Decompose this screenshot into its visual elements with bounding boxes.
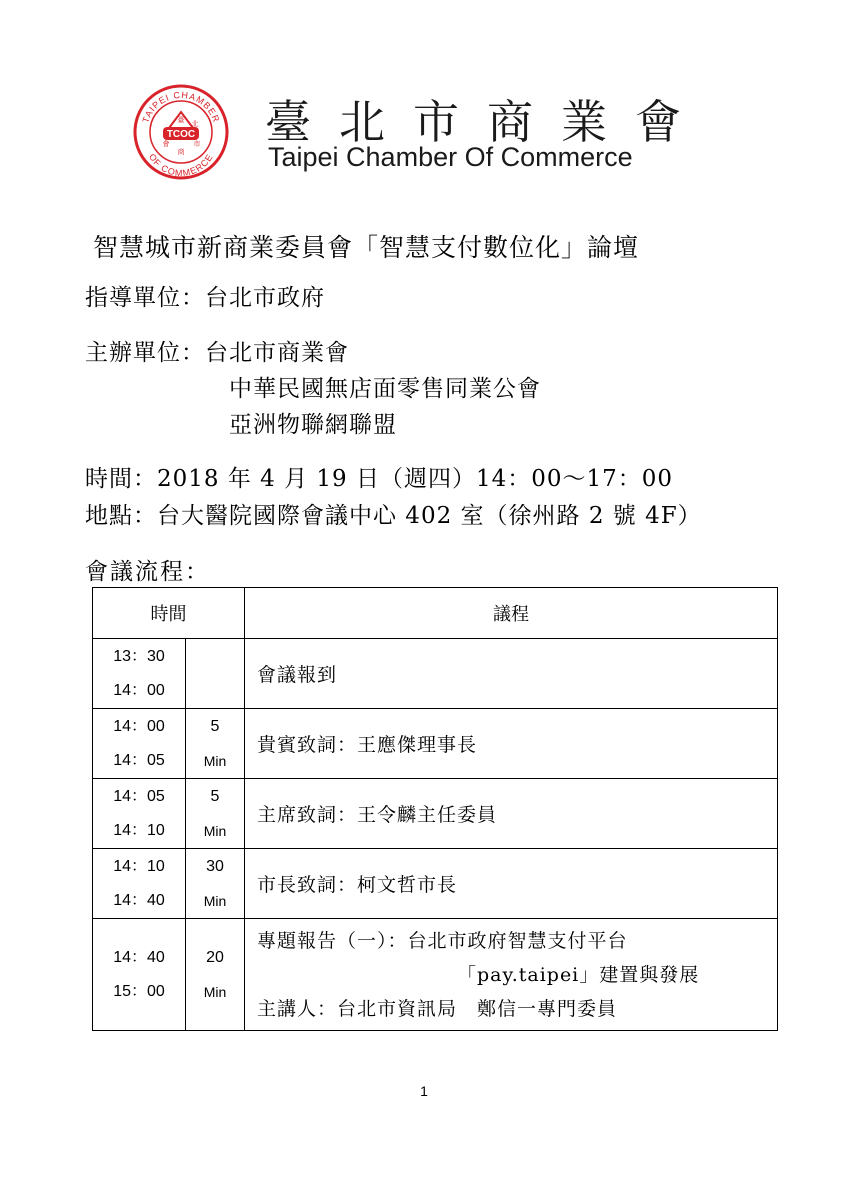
duration xyxy=(186,779,245,849)
svg-text:商: 商 xyxy=(177,148,185,156)
duration xyxy=(186,919,245,1031)
table-row xyxy=(93,779,778,849)
duration xyxy=(186,849,245,919)
svg-text:臺: 臺 xyxy=(177,116,185,124)
organizer-item: 中華民國無店面零售同業公會 xyxy=(229,376,541,402)
time-range xyxy=(93,709,186,779)
duration xyxy=(186,639,245,709)
agenda-heading: 會議流程： xyxy=(85,559,210,585)
org-name-zh: 臺北市商業會 xyxy=(265,95,709,149)
duration-value: 5 xyxy=(210,717,220,735)
agenda-item: 市長致詞：柯文哲市長 xyxy=(245,849,778,919)
time-range xyxy=(93,849,186,919)
start-time: 14：10 xyxy=(113,857,165,875)
organizer-line: 主辦單位：台北市商業會 xyxy=(85,340,349,366)
event-place: 地點：台大醫院國際會議中心 402 室（徐州路 2 號 4F） xyxy=(85,503,702,529)
table-header-row xyxy=(93,588,778,639)
duration-unit: Min xyxy=(203,752,227,769)
guidance-unit: 指導單位：台北市政府 xyxy=(85,285,325,311)
time-range xyxy=(93,639,186,709)
agenda-item: 主席致詞：王令麟主任委員 xyxy=(245,779,778,849)
duration-unit: Min xyxy=(203,822,227,839)
svg-text:會: 會 xyxy=(162,140,170,148)
agenda-item: 專題報告（一）：台北市政府智慧支付平台 xyxy=(257,929,628,952)
end-time: 14：40 xyxy=(113,891,165,909)
duration-value: 30 xyxy=(206,857,224,875)
table-row xyxy=(93,639,778,709)
duration-unit: Min xyxy=(203,983,227,1000)
duration-unit: Min xyxy=(203,892,227,909)
start-time: 14：00 xyxy=(113,717,165,735)
svg-text:TCOC: TCOC xyxy=(166,129,196,140)
svg-text:市: 市 xyxy=(193,140,201,148)
end-time: 15：00 xyxy=(113,982,165,1000)
duration-value: 5 xyxy=(210,787,220,805)
header-time: 時間 xyxy=(93,588,245,639)
event-time: 時間：2018 年 4 月 19 日（週四）14：00～17：00 xyxy=(85,466,674,492)
speaker-line: 主講人：台北市資訊局 鄭信一專門委員 xyxy=(257,997,618,1020)
agenda-item-group xyxy=(245,919,778,1031)
agenda-item: 「pay.taipei」建置與發展 xyxy=(457,963,700,986)
start-time: 13：30 xyxy=(113,647,165,665)
page-number: 1 xyxy=(420,1083,428,1099)
chamber-seal-icon xyxy=(133,84,229,180)
agenda-item: 貴賓致詞：王應傑理事長 xyxy=(245,709,778,779)
duration xyxy=(186,709,245,779)
organizer-item: 亞洲物聯網聯盟 xyxy=(229,412,397,438)
duration-value: 20 xyxy=(206,948,224,966)
agenda-item: 會議報到 xyxy=(245,639,778,709)
svg-text:北: 北 xyxy=(191,120,199,128)
document-title: 智慧城市新商業委員會「智慧支付數位化」論壇 xyxy=(93,233,640,262)
time-range xyxy=(93,919,186,1031)
end-time: 14：00 xyxy=(113,681,165,699)
end-time: 14：05 xyxy=(113,751,165,769)
table-row xyxy=(93,919,778,1031)
start-time: 14：05 xyxy=(113,787,165,805)
table-row xyxy=(93,849,778,919)
start-time: 14：40 xyxy=(113,948,165,966)
svg-text:OF COMMERCE: OF COMMERCE xyxy=(146,151,216,179)
header-agenda: 議程 xyxy=(245,588,778,639)
time-range xyxy=(93,779,186,849)
svg-text:TAIPEI CHAMBER: TAIPEI CHAMBER xyxy=(140,89,222,125)
end-time: 14：10 xyxy=(113,821,165,839)
agenda-table xyxy=(92,587,778,1031)
chamber-logo xyxy=(133,84,229,180)
table-row xyxy=(93,709,778,779)
org-name-en: Taipei Chamber Of Commerce xyxy=(268,142,633,172)
